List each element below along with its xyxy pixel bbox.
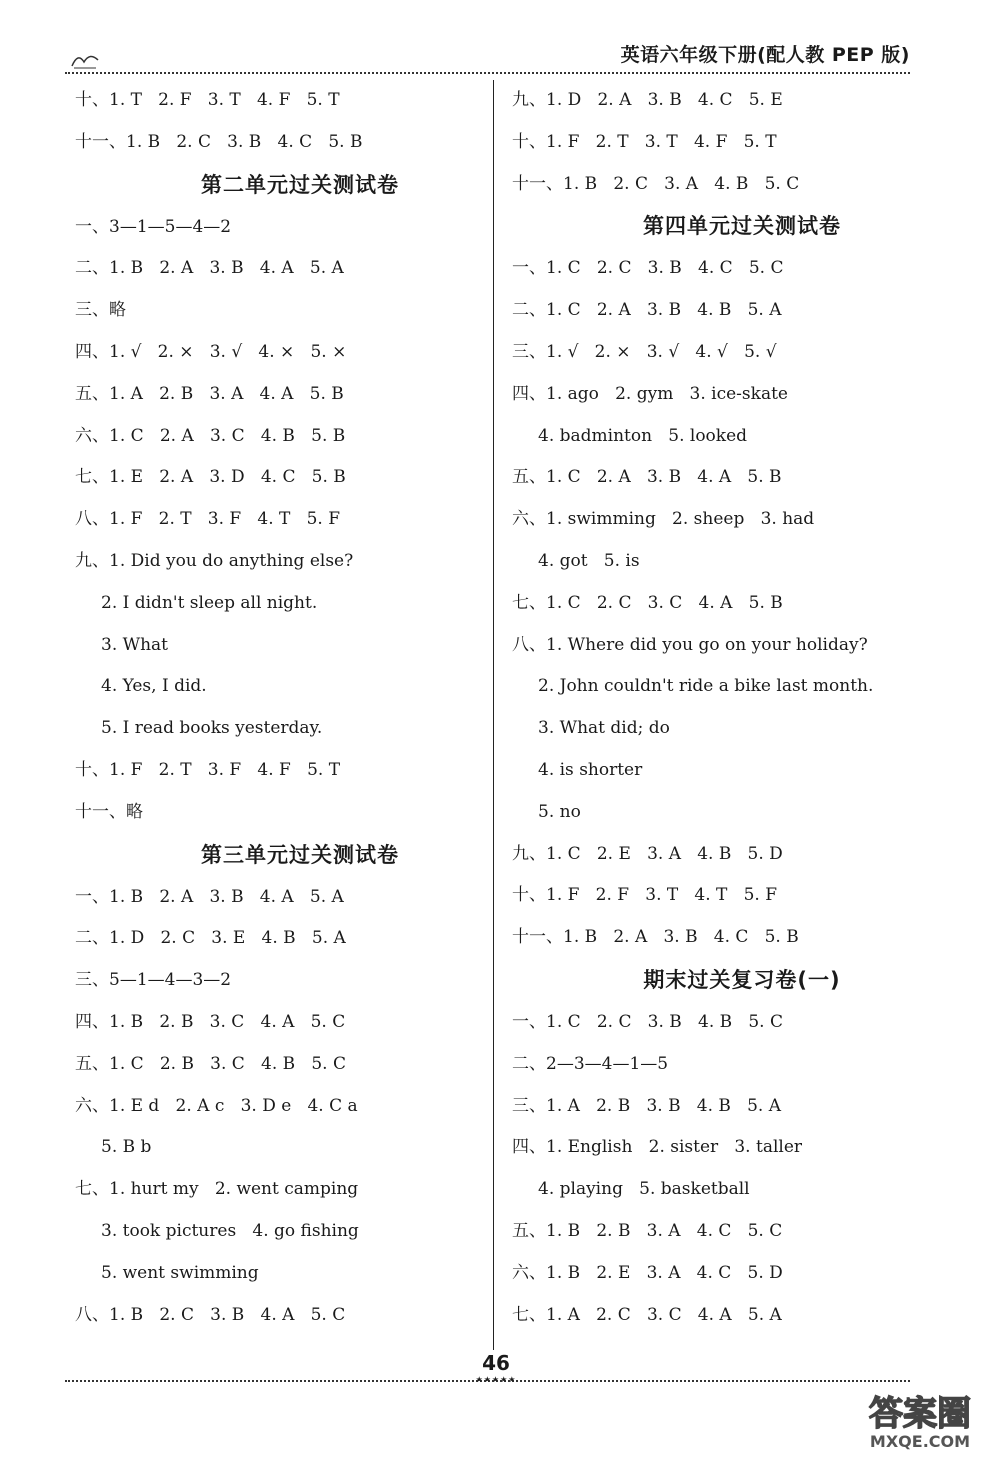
answer-line: 六、1. swimming 2. sheep 3. had (512, 509, 815, 530)
answer-line: 二、1. C 2. A 3. B 4. B 5. A (512, 300, 782, 321)
column-divider (493, 80, 494, 1350)
answer-line: 八、1. B 2. C 3. B 4. A 5. C (75, 1304, 346, 1325)
answer-line: 四、1. English 2. sister 3. taller (512, 1137, 803, 1158)
page-stars: ★★★★★ (475, 1375, 517, 1384)
answer-line: 七、1. A 2. C 3. C 4. A 5. A (512, 1304, 782, 1325)
answer-line: 4. playing 5. basketball (538, 1179, 750, 1200)
answer-line: 二、1. D 2. C 3. E 4. B 5. A (75, 928, 346, 949)
answer-line: 七、1. E 2. A 3. D 4. C 5. B (75, 467, 346, 488)
answer-line: 4. badminton 5. looked (538, 425, 748, 446)
answer-line: 2. John couldn't ride a bike last month. (538, 676, 874, 697)
page-number: 46 (482, 1351, 510, 1375)
header-ornament-icon (70, 48, 100, 70)
answer-line: 十一、1. B 2. A 3. B 4. C 5. B (512, 927, 799, 948)
answer-line: 一、1. B 2. A 3. B 4. A 5. A (75, 886, 344, 907)
answer-line: 4. is shorter (538, 759, 643, 780)
answer-line: 4. got 5. is (538, 550, 640, 571)
answer-line: 二、2—3—4—1—5 (512, 1053, 669, 1074)
answer-line: 2. I didn't sleep all night. (101, 592, 318, 613)
answer-line: 七、1. C 2. C 3. C 4. A 5. B (512, 592, 783, 613)
answer-line: 四、1. √ 2. × 3. √ 4. × 5. × (75, 341, 347, 362)
answer-line: 十、1. F 2. T 3. F 4. F 5. T (75, 759, 341, 780)
answer-line: 5. went swimming (101, 1262, 259, 1283)
site-watermark (850, 1395, 990, 1455)
answer-line: 十一、1. B 2. C 3. A 4. B 5. C (512, 173, 800, 194)
header-divider (65, 72, 910, 74)
answer-line: 3. What did; do (538, 718, 670, 739)
section-title: 期末过关复习卷(一) (643, 967, 841, 992)
left-column (75, 80, 495, 1336)
answer-line: 六、1. E d 2. A c 3. D e 4. C a (75, 1095, 358, 1116)
answer-line: 5. I read books yesterday. (101, 718, 323, 739)
book-title: 英语六年级下册(配人教 PEP 版) (620, 44, 910, 66)
answer-line: 十一、1. B 2. C 3. B 4. C 5. B (75, 131, 363, 152)
answer-line: 三、略 (75, 300, 126, 321)
answer-line: 一、1. C 2. C 3. B 4. C 5. C (512, 258, 784, 279)
answer-line: 六、1. C 2. A 3. C 4. B 5. B (75, 425, 346, 446)
answer-line: 五、1. A 2. B 3. A 4. A 5. B (75, 383, 344, 404)
answer-line: 十一、略 (75, 801, 143, 822)
answer-line: 七、1. hurt my 2. went camping (75, 1179, 359, 1200)
answer-line: 五、1. B 2. B 3. A 4. C 5. C (512, 1220, 783, 1241)
section-title: 第二单元过关测试卷 (201, 172, 399, 197)
answer-line: 八、1. F 2. T 3. F 4. T 5. F (75, 509, 341, 530)
answer-line: 一、1. C 2. C 3. B 4. B 5. C (512, 1011, 783, 1032)
watermark-logo: 答案圈 (869, 1394, 971, 1434)
answer-line: 3. What (101, 634, 169, 655)
answer-line: 五、1. C 2. B 3. C 4. B 5. C (75, 1053, 346, 1074)
answer-line: 三、1. A 2. B 3. B 4. B 5. A (512, 1095, 781, 1116)
answer-line: 十、1. F 2. F 3. T 4. T 5. F (512, 885, 778, 906)
answer-line: 3. took pictures 4. go fishing (101, 1220, 359, 1241)
answer-line: 九、1. D 2. A 3. B 4. C 5. E (512, 90, 783, 110)
answer-line: 十、1. F 2. T 3. T 4. F 5. T (512, 131, 777, 152)
watermark-site: MXQE.COM (869, 1432, 971, 1451)
answer-line: 三、5—1—4—3—2 (75, 970, 232, 991)
answer-line: 四、1. ago 2. gym 3. ice-skate (512, 383, 788, 404)
answer-line: 十、1. T 2. F 3. T 4. F 5. T (75, 90, 340, 110)
section-title: 第三单元过关测试卷 (201, 842, 399, 867)
answer-line: 5. no (538, 801, 581, 822)
answer-line: 五、1. C 2. A 3. B 4. A 5. B (512, 467, 782, 488)
answer-line: 一、3—1—5—4—2 (75, 216, 232, 237)
section-title: 第四单元过关测试卷 (643, 214, 841, 239)
answer-line: 5. B b (101, 1137, 152, 1158)
answer-line: 4. Yes, I did. (101, 676, 207, 697)
answer-line: 六、1. B 2. E 3. A 4. C 5. D (512, 1262, 783, 1283)
page-number-badge (464, 1350, 528, 1384)
right-column (512, 80, 932, 1336)
answer-line: 四、1. B 2. B 3. C 4. A 5. C (75, 1011, 346, 1032)
answer-line: 九、1. C 2. E 3. A 4. B 5. D (512, 843, 783, 864)
answer-line: 八、1. Where did you go on your holiday? (512, 634, 868, 655)
answer-line: 九、1. Did you do anything else? (75, 550, 354, 571)
answer-line: 二、1. B 2. A 3. B 4. A 5. A (75, 258, 344, 279)
answer-line: 三、1. √ 2. × 3. √ 4. √ 5. √ (512, 341, 777, 362)
